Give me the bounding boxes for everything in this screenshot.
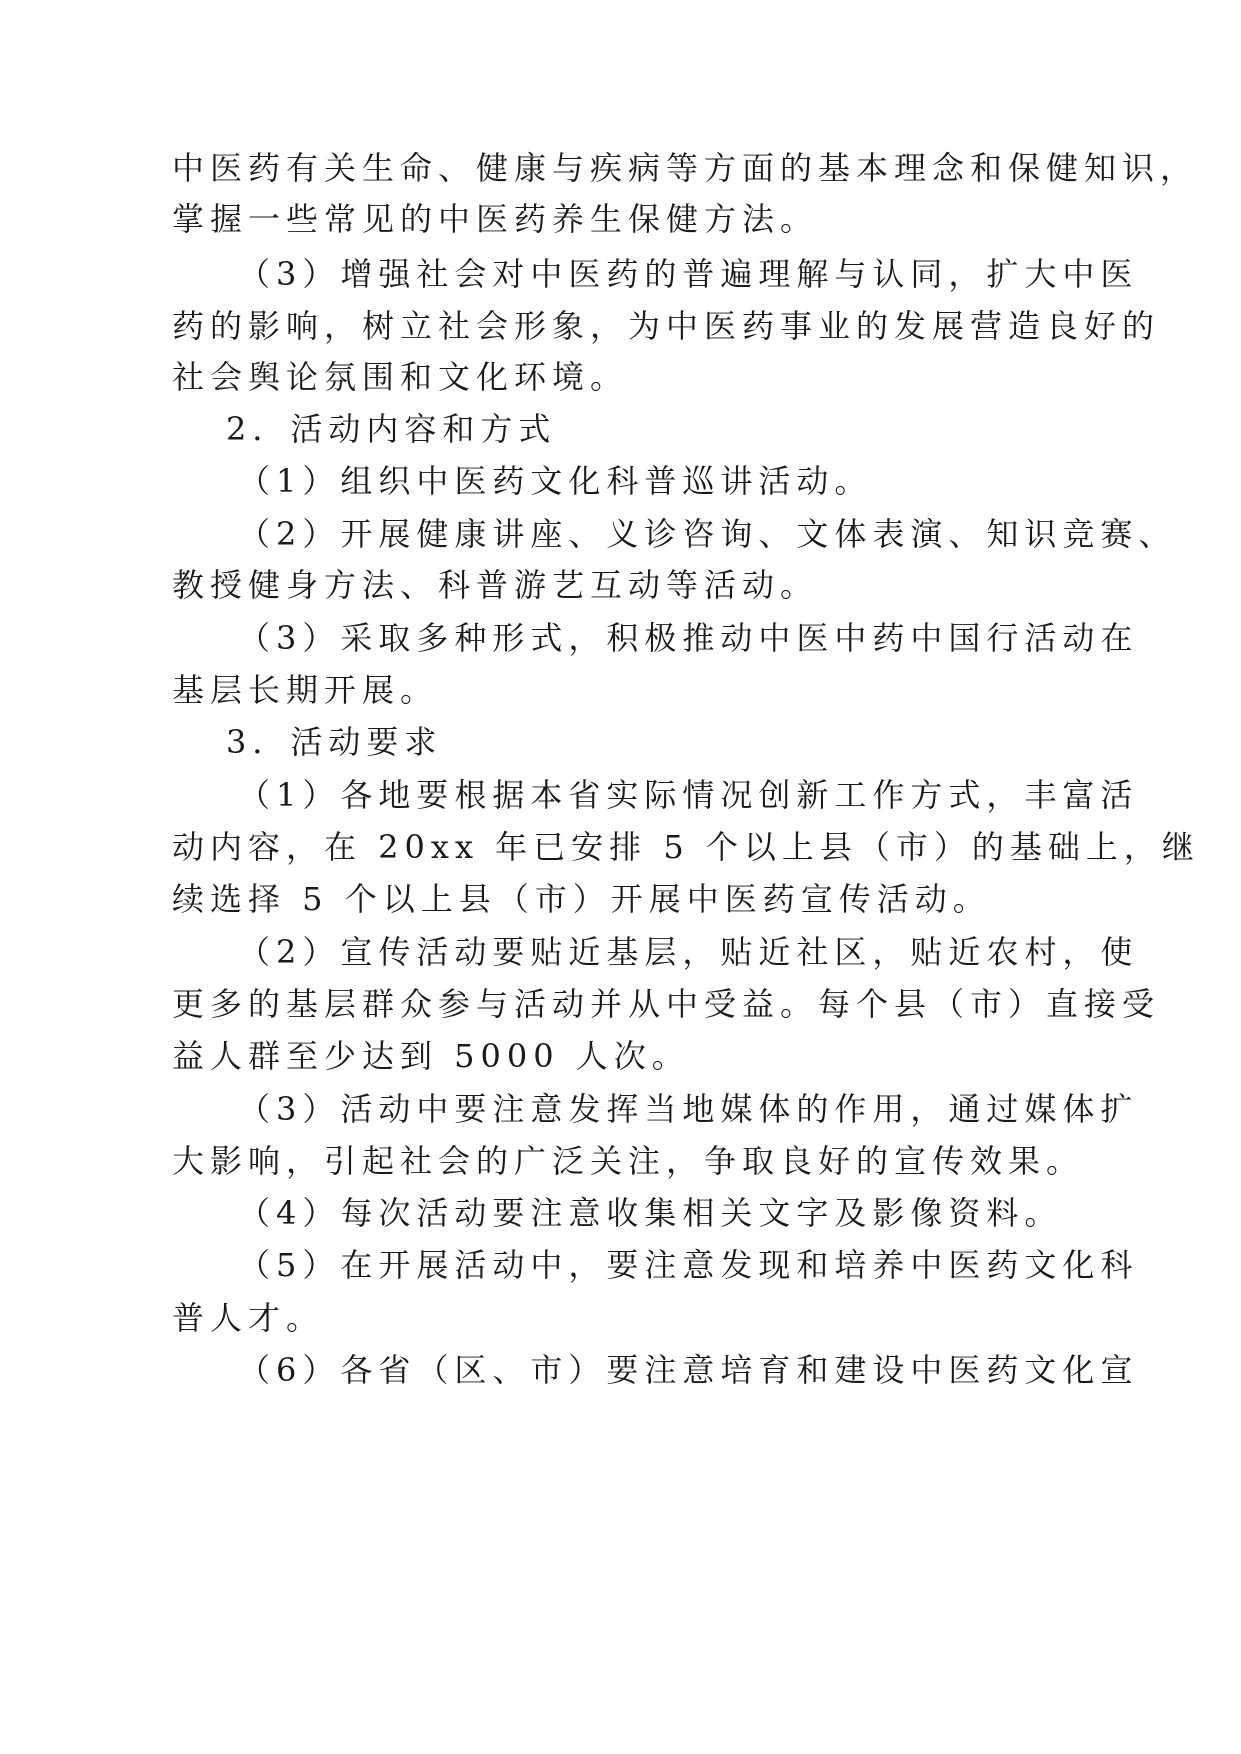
- text-line: （2）宣传活动要贴近基层，贴近社区，贴近农村，使: [238, 933, 1139, 971]
- text-line: 社会舆论氛围和文化环境。: [172, 358, 629, 396]
- text-line: 药的影响，树立社会形象，为中医药事业的发展营造良好的: [172, 307, 1161, 345]
- text-line: （1）组织中医药文化科普巡讲活动。: [238, 462, 873, 500]
- text-line: （4）每次活动要注意收集相关文字及影像资料。: [238, 1194, 1063, 1232]
- text-line: 掌握一些常见的中医药养生保健方法。: [172, 200, 819, 238]
- text-line: （6）各省（区、市）要注意培育和建设中医药文化宣: [238, 1351, 1139, 1389]
- text-line: 益人群至少达到 5000 人次。: [172, 1037, 690, 1075]
- text-line: （3）活动中要注意发挥当地媒体的作用，通过媒体扩: [238, 1090, 1139, 1128]
- text-line: 教授健身方法、科普游艺互动等活动。: [172, 566, 819, 604]
- text-line: （3）增强社会对中医药的普遍理解与认同，扩大中医: [238, 255, 1139, 293]
- text-line: 普人才。: [172, 1299, 325, 1337]
- text-line: 更多的基层群众参与活动并从中受益。每个县（市）直接受: [172, 985, 1161, 1023]
- section-heading: 2．活动内容和方式: [226, 410, 557, 448]
- text-line: 大影响，引起社会的广泛关注，争取良好的宣传效果。: [172, 1142, 1085, 1180]
- text-line: 动内容，在 20xx 年已安排 5 个以上县（市）的基础上，继: [172, 828, 1200, 866]
- text-line: 续选择 5 个以上县（市）开展中医药宣传活动。: [172, 880, 991, 918]
- section-heading: 3．活动要求: [226, 723, 443, 761]
- text-line: 基层长期开展。: [172, 671, 439, 709]
- text-line: （1）各地要根据本省实际情况创新工作方式，丰富活: [238, 776, 1139, 814]
- text-line: 中医药有关生命、健康与疾病等方面的基本理念和保健知识，: [172, 149, 1199, 187]
- text-line: （3）采取多种形式，积极推动中医中药中国行活动在: [238, 619, 1139, 657]
- text-line: （5）在开展活动中，要注意发现和培养中医药文化科: [238, 1246, 1139, 1284]
- text-line: （2）开展健康讲座、义诊咨询、文体表演、知识竞赛、: [238, 515, 1177, 553]
